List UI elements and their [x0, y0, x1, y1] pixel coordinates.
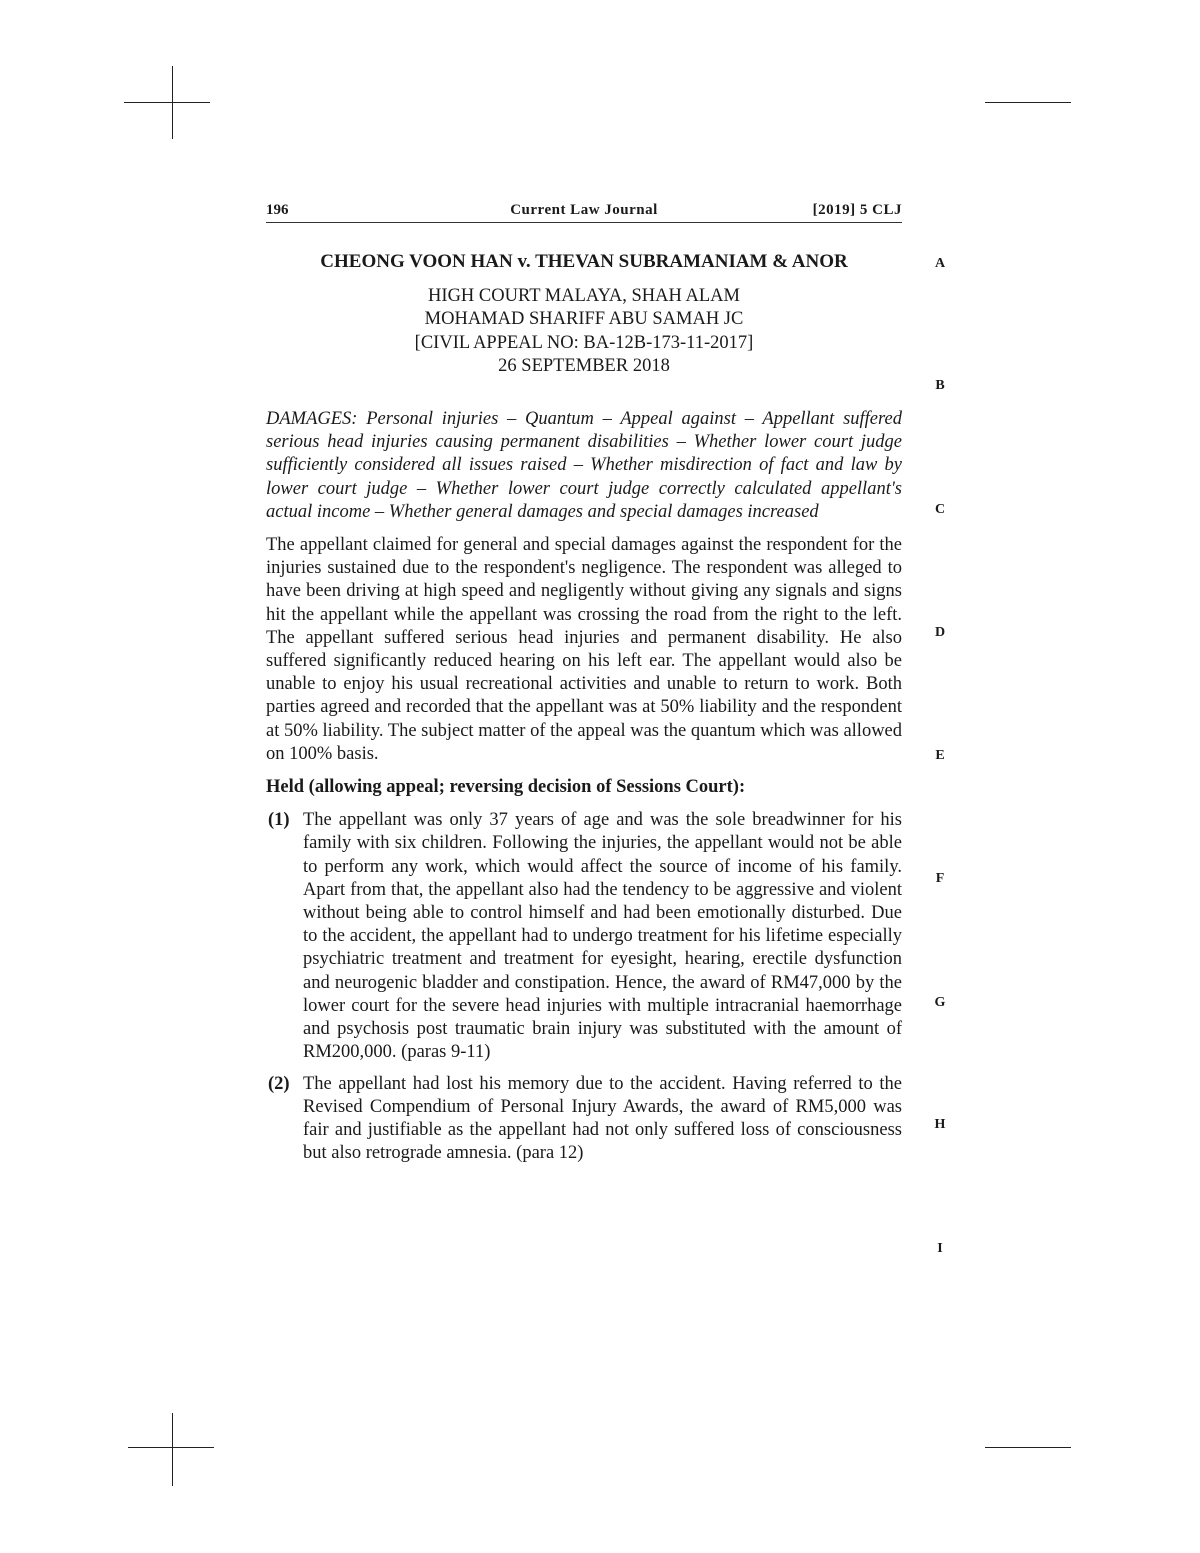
court-details: [266, 285, 902, 378]
margin-letter-c: C: [934, 502, 946, 517]
case-summary: The appellant claimed for general and special damages against the respondent for the injuries sustained due to the respondent's negligence. The respondent was alleged to have been driving at high speed and negligently without giving any signals and signs hit the appellant while the appellant was crossing the road from the right to the left. The appellant suffered serious head injuries and permanent disability. He also suffered significantly reduced hearing on his left ear. The appellant would also be unable to enjoy his usual recreational activities and unable to return to work. Both parties agreed and recorded that the appellant was at 50% liability and the respondent at 50% liability. The subject matter of the appeal was the quantum which was allowed on 100% basis.: [266, 535, 903, 764]
held-item-number: (1): [268, 810, 290, 831]
margin-letter-i: I: [937, 1241, 943, 1256]
margin-letter-a: A: [934, 256, 946, 271]
journal-edition: [2019] 5 CLJ: [812, 202, 902, 218]
margin-letter-e: E: [935, 748, 945, 763]
crop-mark-bottom-left-v: [172, 1413, 173, 1486]
held-item: [266, 1073, 902, 1166]
margin-letter-f: F: [935, 871, 945, 886]
catchwords: DAMAGES: Personal injuries – Quantum – Appeal against – Appellant suffered serious head injuries causing permanent disabilities – Whether lower court judge sufficiently considered all issues raised – Whether misdirection of fact and law by lower court judge – Whether lower court judge correctly calculated appellant's actual income – Whether general damages and special damages increased: [266, 409, 902, 522]
held-item: [266, 809, 902, 1064]
margin-letter-b: B: [935, 378, 945, 393]
crop-mark-bottom-right-h: [985, 1447, 1071, 1448]
appeal-number: [CIVIL APPEAL NO: BA-12B-173-11-2017]: [414, 332, 754, 353]
journal-name: Current Law Journal: [510, 202, 658, 218]
court-name: HIGH COURT MALAYA, SHAH ALAM: [428, 286, 740, 307]
margin-letter-d: D: [934, 625, 946, 640]
held-item-text: The appellant had lost his memory due to the accident. Having referred to the Revised Compendium of Personal Injury Awards, the award of RM5,000 was fair and justifiable as the appellant had not only suffered loss of consciousness but also retrograde amnesia. (para 12): [303, 1073, 902, 1164]
margin-letter-g: G: [934, 995, 946, 1010]
crop-mark-top-right-h: [985, 102, 1071, 103]
running-header: [266, 202, 902, 223]
held-item-text: The appellant was only 37 years of age and was the sole breadwinner for his family with six children. Following the injuries, the appellant would not be able to perform any work, which would affect the source of income of his family. Apart from that, the appellant also had the tendency to be aggressive and violent without being able to control himself and had been emotionally disturbed. Due to the accident, the appellant had to undergo treatment for his lifetime especially psychiatric treatment and treatment for eyesight, hearing, erectile dysfunction and neurogenic bladder and constipation. Hence, the award of RM47,000 by the lower court for the severe head injuries with multiple intracranial haemorrhage and psychosis post traumatic brain injury was substituted with the amount of RM200,000. (paras 9-11): [303, 810, 902, 1063]
page-number: 196: [266, 202, 289, 218]
held-item-number: (2): [268, 1073, 290, 1094]
crop-mark-top-left-h: [124, 102, 210, 103]
crop-mark-bottom-left-h: [128, 1447, 214, 1448]
case-title: CHEONG VOON HAN v. THEVAN SUBRAMANIAM & ANOR: [320, 251, 848, 272]
held-heading: Held (allowing appeal; reversing decision of Sessions Court):: [266, 777, 746, 798]
margin-letter-h: H: [934, 1117, 946, 1132]
decision-date: 26 SEPTEMBER 2018: [498, 355, 670, 376]
page-content: [266, 250, 902, 1173]
crop-mark-top-left-v: [172, 66, 173, 139]
judge-name: MOHAMAD SHARIFF ABU SAMAH JC: [424, 309, 744, 330]
